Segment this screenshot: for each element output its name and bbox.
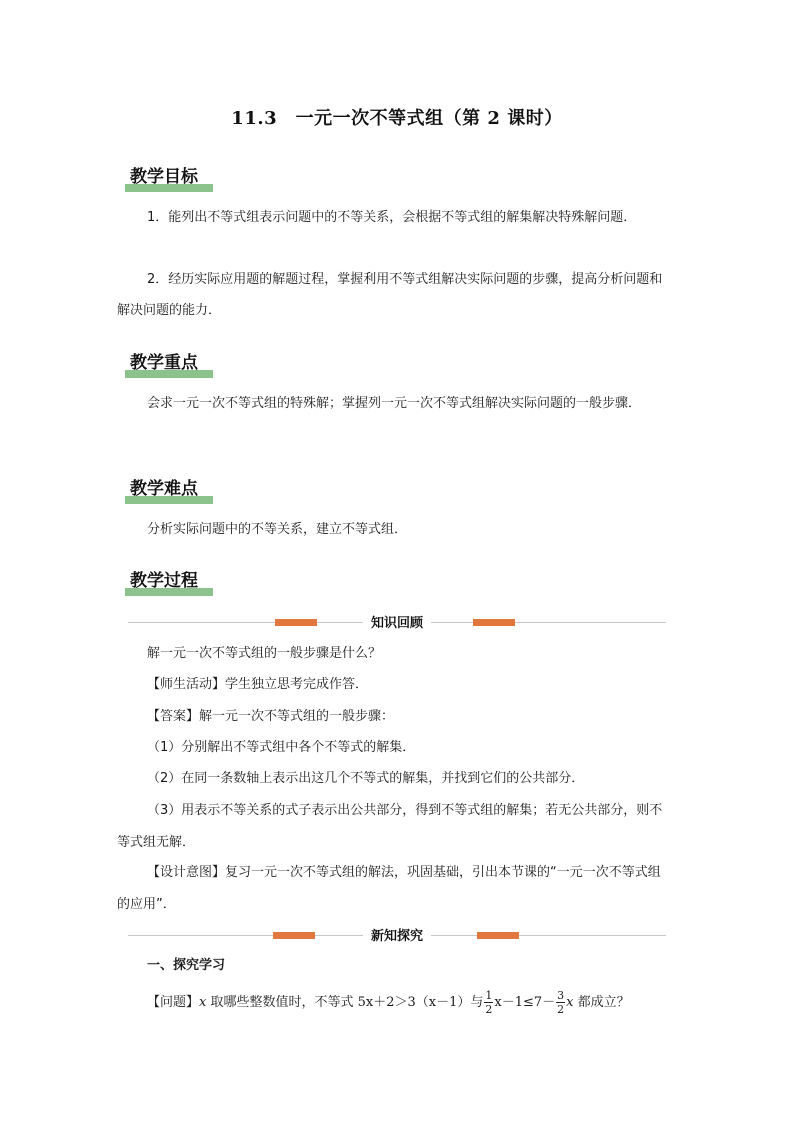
- heading-text: 教学过程: [130, 571, 198, 591]
- fraction-three-halves: $\frac{3}{2}$: [557, 989, 565, 1016]
- problem-suffix: 都成立？: [573, 995, 630, 1010]
- review-step-1: （1）分别解出不等式组中各个不等式的解集．: [147, 740, 416, 755]
- key-points-text: 会求一元一次不等式组的特殊解；掌握列一元一次不等式组解决实际问题的一般步骤．: [147, 396, 642, 411]
- goal-item-2: 2．经历实际应用题的解题过程，掌握利用不等式组解决实际问题的步骤，提高分析问题和解决问题的能力．: [117, 272, 663, 318]
- review-step-2: （2）在同一条数轴上表示出这几个不等式的解集，并找到它们的公共部分．: [147, 771, 585, 786]
- divider-explore: [128, 925, 666, 945]
- goal-item-1: 1．能列出不等式组表示问题中的不等关系，会根据不等式组的解集解决特殊解问题．: [147, 210, 637, 225]
- problem-prefix: 【问题】: [147, 995, 200, 1010]
- review-question: 解一元一次不等式组的一般步骤是什么？: [147, 646, 382, 661]
- heading-text: 教学难点: [130, 479, 198, 499]
- inequality-2-part-2: x: [566, 995, 574, 1010]
- review-activity: 【师生活动】学生独立思考完成作答．: [147, 677, 369, 692]
- divider-review: [128, 612, 666, 632]
- review-design-intent: 【设计意图】复习一元一次不等式组的解法，巩固基础，引出本节课的“一元一次不等式组的应用”．: [117, 865, 661, 912]
- heading-text: 教学重点: [130, 353, 198, 373]
- page-title: 11.3 一元一次不等式组（第 2 课时）: [231, 108, 563, 129]
- problem-and: 与: [470, 995, 484, 1010]
- fraction-one-half: $\frac{1}{2}$: [485, 989, 493, 1016]
- divider-label: 新知探究: [363, 929, 431, 944]
- difficulties-text: 分析实际问题中的不等关系，建立不等式组．: [147, 522, 408, 537]
- review-answer: 【答案】解一元一次不等式组的一般步骤：: [147, 709, 395, 724]
- problem-variable: x: [199, 995, 207, 1010]
- explore-subheading: 一、探究学习: [147, 958, 226, 973]
- problem-mid-text: 取哪些整数值时，不等式: [206, 995, 358, 1010]
- review-step-3: （3）用表示不等关系的式子表示出公共部分，得到不等式组的解集；若无公共部分，则不等式组无解．: [117, 803, 663, 850]
- inequality-1: 5x＋2＞3（x－1）: [357, 995, 471, 1010]
- explore-problem: [147, 988, 630, 1018]
- inequality-2-part-1: x－1≤7－: [494, 995, 556, 1010]
- divider-label: 知识回顾: [363, 616, 431, 631]
- heading-text: 教学目标: [130, 167, 198, 187]
